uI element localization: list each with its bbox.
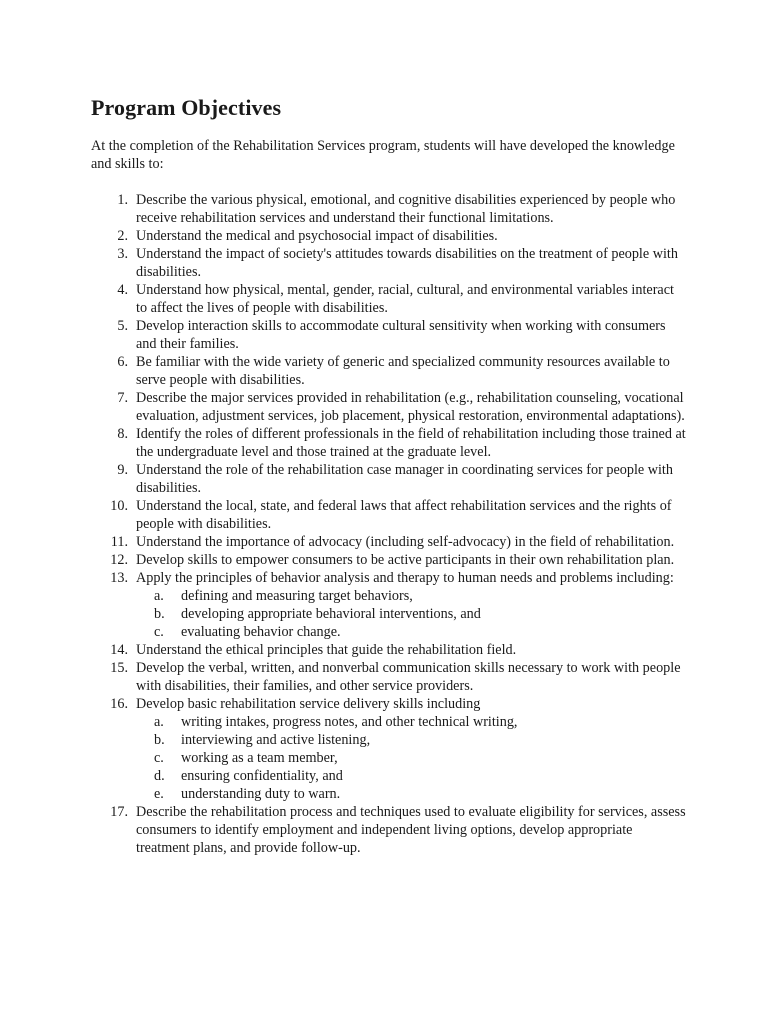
sub-item-text: interviewing and active listening,: [181, 732, 371, 748]
sub-item-text: evaluating behavior change.: [181, 624, 341, 640]
objective-text: Develop basic rehabilitation service delivery skills including: [136, 696, 481, 712]
objective-number: 14.: [110, 642, 128, 658]
objective-number: 10.: [110, 498, 128, 514]
objective-number: 2.: [117, 228, 128, 244]
sub-item: [136, 605, 686, 623]
objective-text: Describe the various physical, emotional, and cognitive disabilities experienced by people who receive rehabilitation services and understand their functional limitations.: [136, 192, 676, 226]
objective-text: Understand the impact of society's attitudes towards disabilities on the treatment of people with disabilities.: [136, 246, 678, 280]
objective-item: [0, 425, 686, 461]
sub-item-text: ensuring confidentiality, and: [181, 768, 343, 784]
objective-item: [0, 659, 686, 695]
objective-item: [0, 191, 686, 227]
sub-item-letter: c.: [154, 624, 164, 640]
objective-text: Understand how physical, mental, gender, racial, cultural, and environmental variables interact to affect the lives of people with disabilities.: [136, 282, 674, 316]
sub-item: [136, 749, 686, 767]
objective-item: [0, 245, 686, 281]
objective-text: Understand the local, state, and federal laws that affect rehabilitation services and the rights of people with disabilities.: [136, 498, 672, 532]
objective-text: Describe the major services provided in rehabilitation (e.g., rehabilitation counseling, vocational evaluation, adjustment services, job placement, physical restoration, environmental adaptations).: [136, 390, 685, 424]
sub-item-text: writing intakes, progress notes, and other technical writing,: [181, 714, 518, 730]
sub-item-letter: a.: [154, 588, 164, 604]
sub-item-letter: b.: [154, 606, 165, 622]
objective-number: 8.: [117, 426, 128, 442]
objective-text: Understand the medical and psychosocial impact of disabilities.: [136, 228, 498, 244]
objective-item: [0, 317, 686, 353]
objective-number: 16.: [110, 696, 128, 712]
sub-item: [136, 713, 686, 731]
sub-item-letter: c.: [154, 750, 164, 766]
objective-item: [0, 569, 686, 641]
objective-text: Understand the role of the rehabilitation case manager in coordinating services for people with disabilities.: [136, 462, 673, 496]
sub-item-letter: a.: [154, 714, 164, 730]
objective-number: 15.: [110, 660, 128, 676]
sub-item: [136, 587, 686, 605]
sub-list: [136, 587, 686, 641]
objective-number: 6.: [117, 354, 128, 370]
sub-item-letter: e.: [154, 786, 164, 802]
sub-item-text: developing appropriate behavioral interventions, and: [181, 606, 481, 622]
objective-item: [0, 803, 686, 857]
objective-number: 1.: [117, 192, 128, 208]
sub-item: [136, 731, 686, 749]
sub-item: [136, 767, 686, 785]
intro-paragraph: At the completion of the Rehabilitation Services program, students will have developed the knowledge and skills to:: [91, 138, 675, 172]
objective-text: Identify the roles of different professionals in the field of rehabilitation including those trained at the undergraduate level and those trained at the graduate level.: [136, 426, 686, 460]
objective-item: [0, 533, 686, 551]
sub-list: [136, 713, 686, 803]
sub-item-letter: b.: [154, 732, 165, 748]
objective-number: 5.: [117, 318, 128, 334]
objective-number: 7.: [117, 390, 128, 406]
objective-item: [0, 641, 686, 659]
objective-item: [0, 497, 686, 533]
sub-item-letter: d.: [154, 768, 165, 784]
objective-text: Describe the rehabilitation process and techniques used to evaluate eligibility for services, assess consumers to identify employment and independent living options, develop appropriate treatment plans, and provide follow-up.: [136, 804, 686, 856]
objective-item: [0, 281, 686, 317]
objective-text: Be familiar with the wide variety of generic and specialized community resources available to serve people with disabilities.: [136, 354, 670, 388]
objective-text: Understand the ethical principles that guide the rehabilitation field.: [136, 642, 517, 658]
objective-number: 3.: [117, 246, 128, 262]
objective-number: 11.: [110, 534, 128, 550]
page-title: Program Objectives: [91, 95, 282, 120]
sub-item-text: working as a team member,: [181, 750, 338, 766]
objective-number: 12.: [110, 552, 128, 568]
objective-text: Develop the verbal, written, and nonverbal communication skills necessary to work with people with disabilities, their families, and other service providers.: [136, 660, 681, 694]
objective-item: [0, 353, 686, 389]
sub-item: [136, 623, 686, 641]
objectives-list: [0, 191, 686, 857]
objective-item: [0, 227, 686, 245]
objective-text: Apply the principles of behavior analysis and therapy to human needs and problems including:: [136, 570, 674, 586]
objective-number: 9.: [117, 462, 128, 478]
objective-number: 13.: [110, 570, 128, 586]
objective-text: Develop skills to empower consumers to be active participants in their own rehabilitation plan.: [136, 552, 675, 568]
objective-item: [0, 551, 686, 569]
objective-item: [0, 695, 686, 803]
sub-item: [136, 785, 686, 803]
objective-number: 17.: [110, 804, 128, 820]
sub-item-text: understanding duty to warn.: [181, 786, 341, 802]
objective-number: 4.: [117, 282, 128, 298]
sub-item-text: defining and measuring target behaviors,: [181, 588, 413, 604]
objective-item: [0, 461, 686, 497]
objective-text: Understand the importance of advocacy (including self-advocacy) in the field of rehabilitation.: [136, 534, 675, 550]
objective-item: [0, 389, 686, 425]
objective-text: Develop interaction skills to accommodate cultural sensitivity when working with consumers and their families.: [136, 318, 666, 352]
